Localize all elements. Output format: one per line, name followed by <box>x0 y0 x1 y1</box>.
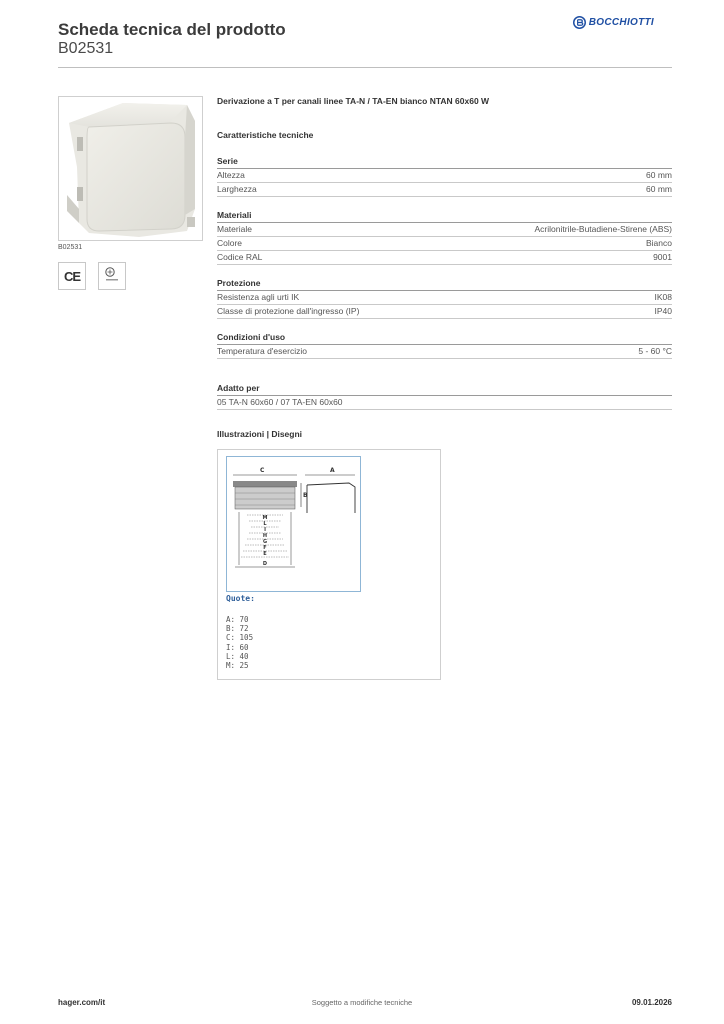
label-a: A <box>330 467 335 474</box>
section-title: Condizioni d'uso <box>217 330 672 345</box>
section-serie <box>217 154 672 197</box>
list-item: M: 25 <box>226 661 249 671</box>
label-b: B <box>303 492 308 499</box>
header-divider <box>58 67 672 68</box>
footer-website: hager.com/it <box>58 998 106 1007</box>
list-item: I: 60 <box>226 642 249 652</box>
section-title: Protezione <box>217 276 672 291</box>
image-caption: B02531 <box>58 244 83 251</box>
section-condizioni <box>217 330 672 359</box>
product-code: B02531 <box>58 40 114 57</box>
table-row: Codice RAL 9001 <box>217 251 672 265</box>
svg-text:I: I <box>264 527 266 533</box>
section-adatto <box>217 381 672 410</box>
illustration-box <box>217 449 441 680</box>
svg-text:E: E <box>263 551 267 557</box>
characteristics-title: Caratteristiche tecniche <box>217 130 314 140</box>
page-title: Scheda tecnica del prodotto <box>58 20 286 39</box>
product-illustration <box>59 97 202 240</box>
table-row: Temperatura d'esercizio 5 - 60 °C <box>217 345 672 359</box>
product-image <box>58 96 203 241</box>
table-row: Colore Bianco <box>217 237 672 251</box>
table-row: Classe di protezione dall'ingresso (IP) IP40 <box>217 305 672 319</box>
section-protezione <box>217 276 672 319</box>
footer-note: Soggetto a modifiche tecniche <box>311 998 413 1007</box>
technical-drawing <box>226 456 361 592</box>
brand-name: BOCCHIOTTI <box>588 17 654 28</box>
list-item: L: 40 <box>226 651 249 661</box>
section-title: Serie <box>217 154 672 169</box>
section-title: Materiali <box>217 208 672 223</box>
product-description: Derivazione a T per canali linee TA-N / TA-EN bianco NTAN 60x60 W <box>217 96 490 106</box>
svg-text:G: G <box>262 539 268 545</box>
illustrations-title: Illustrazioni | Disegni <box>217 429 303 439</box>
svg-text:M: M <box>262 515 268 521</box>
list-item: A: 70 <box>226 615 249 624</box>
quote-title: Quote: <box>226 594 255 603</box>
table-row: Larghezza 60 mm <box>217 183 672 197</box>
section-materiali <box>217 208 672 265</box>
svg-text:L: L <box>263 521 267 527</box>
section-title: Adatto per <box>217 381 672 396</box>
brand-logo <box>573 16 654 29</box>
list-item: C: 105 <box>226 633 254 643</box>
ce-mark-badge: CE <box>58 262 86 290</box>
quote-list <box>226 615 253 670</box>
table-row: Altezza 60 mm <box>217 169 672 183</box>
table-row: Resistenza agli urti IK IK08 <box>217 291 672 305</box>
label-c: C <box>260 467 265 474</box>
footer-date: 09.01.2026 <box>631 998 672 1007</box>
table-row: 05 TA-N 60x60 / 07 TA-EN 60x60 <box>217 396 672 410</box>
certification-mark-icon <box>98 262 126 290</box>
svg-text:D: D <box>262 561 268 567</box>
list-item: B: 72 <box>226 624 249 634</box>
svg-text:F: F <box>263 545 267 551</box>
svg-text:H: H <box>262 533 268 539</box>
table-row: Materiale Acrilonitrile-Butadiene-Stirene (ABS) <box>217 223 672 237</box>
brand-logo-icon <box>573 16 586 29</box>
